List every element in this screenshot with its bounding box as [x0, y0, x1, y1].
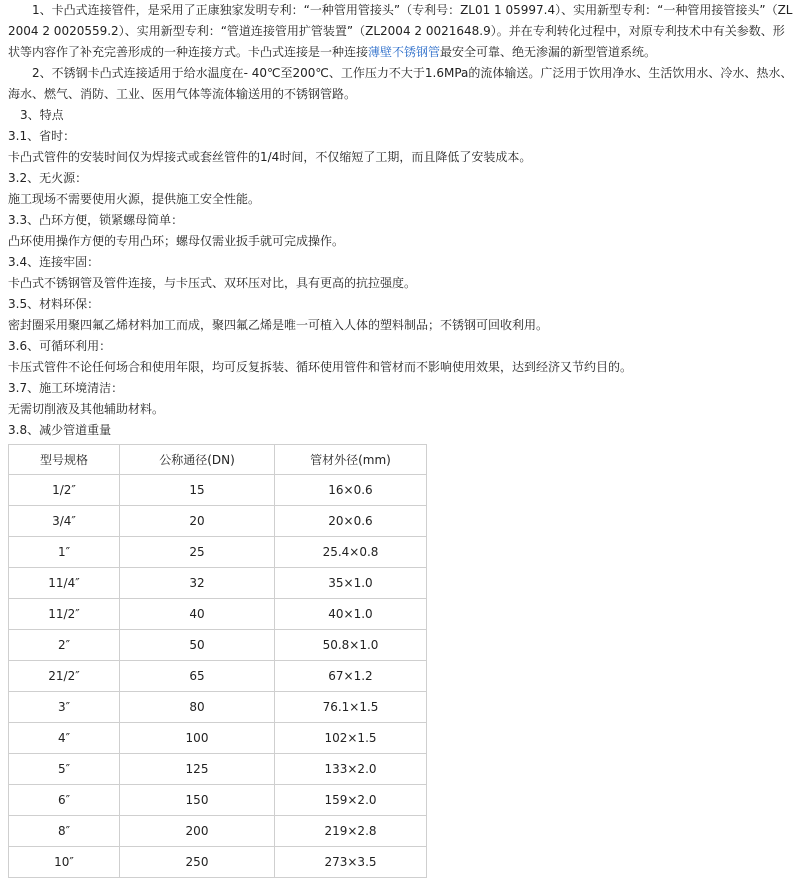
table-body — [9, 475, 427, 878]
stainless-pipe-link[interactable]: 薄壁不锈钢管 — [368, 45, 441, 59]
cell-outer-diameter: 219×2.8 — [275, 816, 427, 847]
table-row — [9, 785, 427, 816]
table-row — [9, 568, 427, 599]
features-list — [8, 126, 794, 420]
cell-model: 2″ — [9, 630, 120, 661]
cell-model: 21/2″ — [9, 661, 120, 692]
cell-outer-diameter: 40×1.0 — [275, 599, 427, 630]
cell-model: 3/4″ — [9, 506, 120, 537]
cell-model: 5″ — [9, 754, 120, 785]
features-heading: 3、特点 — [20, 108, 64, 122]
cell-nominal-diameter: 40 — [120, 599, 275, 630]
document-body — [8, 0, 794, 878]
cell-nominal-diameter: 65 — [120, 661, 275, 692]
cell-outer-diameter: 35×1.0 — [275, 568, 427, 599]
table-row — [9, 723, 427, 754]
cell-model: 1″ — [9, 537, 120, 568]
cell-outer-diameter: 25.4×0.8 — [275, 537, 427, 568]
cell-model: 1/2″ — [9, 475, 120, 506]
cell-outer-diameter: 16×0.6 — [275, 475, 427, 506]
feature-text: 卡压式管件不论任何场合和使用年限，均可反复拆装、循环使用管件和管材而不影响使用效果，达到经济又节约目的。 — [8, 360, 633, 374]
feature-text: 凸环使用操作方便的专用凸环；螺母仅需业扳手就可完成操作。 — [8, 234, 345, 248]
cell-nominal-diameter: 150 — [120, 785, 275, 816]
table-row — [9, 661, 427, 692]
cell-outer-diameter: 20×0.6 — [275, 506, 427, 537]
spec-table — [8, 444, 427, 878]
cell-outer-diameter: 67×1.2 — [275, 661, 427, 692]
cell-model: 3″ — [9, 692, 120, 723]
cell-nominal-diameter: 80 — [120, 692, 275, 723]
feature-title: 3.3、凸环方便，锁紧螺母简单： — [8, 213, 184, 227]
table-row — [9, 599, 427, 630]
cell-nominal-diameter: 15 — [120, 475, 275, 506]
table-row — [9, 475, 427, 506]
table-row — [9, 816, 427, 847]
cell-outer-diameter: 50.8×1.0 — [275, 630, 427, 661]
feature-title: 3.1、省时： — [8, 129, 76, 143]
header-model: 型号规格 — [9, 445, 120, 475]
cell-model: 8″ — [9, 816, 120, 847]
table-row — [9, 847, 427, 878]
cell-outer-diameter: 102×1.5 — [275, 723, 427, 754]
cell-nominal-diameter: 25 — [120, 537, 275, 568]
table-row — [9, 537, 427, 568]
cell-outer-diameter: 273×3.5 — [275, 847, 427, 878]
feature-text: 密封圈采用聚四氟乙烯材料加工而成，聚四氟乙烯是唯一可植入人体的塑料制品；不锈钢可回收利用。 — [8, 318, 549, 332]
cell-outer-diameter: 76.1×1.5 — [275, 692, 427, 723]
feature-title: 3.6、可循环利用： — [8, 339, 112, 353]
cell-nominal-diameter: 250 — [120, 847, 275, 878]
cell-nominal-diameter: 50 — [120, 630, 275, 661]
feature-text: 无需切削液及其他辅助材料。 — [8, 402, 165, 416]
cell-model: 11/2″ — [9, 599, 120, 630]
table-row — [9, 630, 427, 661]
header-outer-diameter: 管材外径(mm) — [275, 445, 427, 475]
paragraph-patents-text-1: 1、卡凸式连接管件，是采用了正康独家发明专利：“一种管用管接头”（专利号：ZL01 1 05997.4）、实用新型专利：“一种管用接管接头”（ZL2004 2 0020559.2）、实用新型专利：“管道连接管用扩管装置”（ZL2004 2 0021648.9）。并在专利转化过程中，对原专利技术中有关参数、形状等内容作了补充完善形成的一种连接方式。卡凸式连接是一种连接 — [8, 3, 793, 59]
cell-nominal-diameter: 200 — [120, 816, 275, 847]
table-title: 3.8、减少管道重量 — [8, 423, 112, 437]
header-nominal-diameter: 公称通径(DN) — [120, 445, 275, 475]
cell-nominal-diameter: 32 — [120, 568, 275, 599]
table-header-row — [9, 445, 427, 475]
table-row — [9, 692, 427, 723]
cell-model: 11/4″ — [9, 568, 120, 599]
feature-title: 3.5、材料环保： — [8, 297, 100, 311]
paragraph-patents — [8, 0, 794, 63]
cell-outer-diameter: 159×2.0 — [275, 785, 427, 816]
paragraph-application: 2、不锈钢卡凸式连接适用于给水温度在- 40℃至200℃、工作压力不大于1.6MPa的流体输送。广泛用于饮用净水、生活饮用水、冷水、热水、海水、燃气、消防、工业、医用气体等流体输送用的不锈钢管路。 — [8, 66, 793, 101]
cell-model: 10″ — [9, 847, 120, 878]
feature-title: 3.4、连接牢固： — [8, 255, 100, 269]
cell-nominal-diameter: 125 — [120, 754, 275, 785]
cell-model: 6″ — [9, 785, 120, 816]
cell-nominal-diameter: 100 — [120, 723, 275, 754]
paragraph-patents-text-2: 最安全可靠、绝无渗漏的新型管道系统。 — [440, 45, 657, 59]
feature-title: 3.7、施工环境清洁： — [8, 381, 124, 395]
table-row — [9, 754, 427, 785]
table-row — [9, 506, 427, 537]
cell-nominal-diameter: 20 — [120, 506, 275, 537]
cell-model: 4″ — [9, 723, 120, 754]
feature-title: 3.2、无火源： — [8, 171, 88, 185]
cell-outer-diameter: 133×2.0 — [275, 754, 427, 785]
feature-text: 卡凸式管件的安装时间仅为焊接式或套丝管件的1/4时间，不仅缩短了工期，而且降低了安装成本。 — [8, 150, 532, 164]
feature-text: 施工现场不需要使用火源，提供施工安全性能。 — [8, 192, 261, 206]
feature-text: 卡凸式不锈钢管及管件连接，与卡压式、双环压对比，具有更高的抗拉强度。 — [8, 276, 417, 290]
